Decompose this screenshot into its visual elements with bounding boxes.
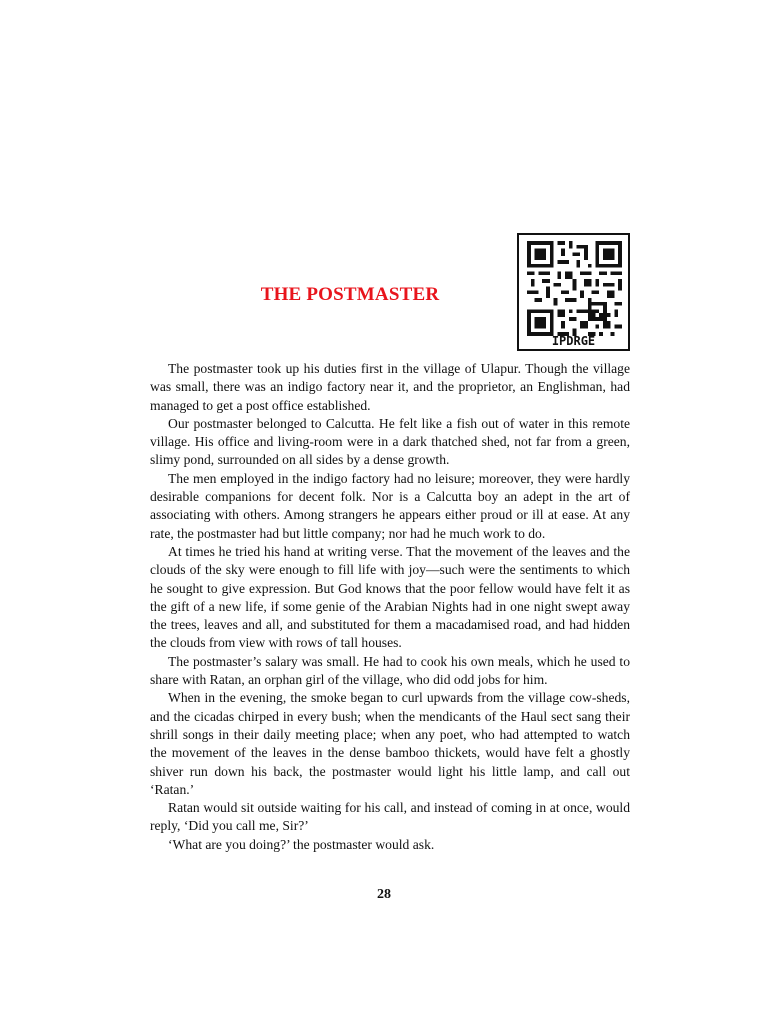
qr-code-label: IPDRGE [551, 334, 596, 348]
paragraph: The postmaster’s salary was small. He had to cook his own meals, which he used to share with Ratan, an orphan girl of the village, who did odd jobs for him. [150, 653, 630, 688]
chapter-title: THE POSTMASTER [260, 284, 440, 305]
story-body [150, 360, 630, 854]
paragraph: Ratan would sit outside waiting for his call, and instead of coming in at once, would reply, ‘Did you call me, Sir?’ [150, 800, 630, 834]
paragraph: ‘What are you doing?’ the postmaster would ask. [168, 836, 435, 852]
paragraph: The men employed in the indigo factory had no leisure; moreover, they were hardly desirable companions for decent folk. Nor is a Calcutta boy an adept in the art of associating with others. Among strangers he appears either proud or ill at ease. At any rate, the postmaster had but little company; nor had he much work to do. [150, 470, 630, 541]
paragraph: Our postmaster belonged to Calcutta. He felt like a fish out of water in this remote village. His office and living-room were in a dark thatched shed, not far from a green, slimy pond, surrounded on all sides by a dense growth. [150, 415, 630, 468]
paragraph: At times he tried his hand at writing verse. That the movement of the leaves and the clouds of the sky were enough to fill life with joy—such were the sentiments to which he sought to give expression. But God knows that the poor fellow would have felt it as the gift of a new life, if some genie of the Arabian Nights had in one night swept away the trees, leaves and all, and substituted for them a macadamised road, and had hidden the clouds from view with rows of tall houses. [150, 543, 630, 651]
paragraph: The postmaster took up his duties first in the village of Ulapur. Though the village was small, there was an indigo factory near it, and the proprietor, an Englishman, had managed to get a post office established. [150, 361, 630, 413]
page-number: 28 [377, 887, 391, 902]
paragraph: When in the evening, the smoke began to curl upwards from the village cow-sheds, and the cicadas chirped in every bush; when the mendicants of the Haul sect sang their shrill songs in their daily meeting place; when any poet, who had attempted to watch the movement of the leaves in the dense bamboo thickets, would have felt a ghostly shiver run down his back, the postmaster would light his little lamp, and call out ‘Ratan.’ [150, 690, 630, 797]
qr-code-box[interactable] [517, 233, 630, 351]
qr-code-icon [527, 241, 622, 336]
